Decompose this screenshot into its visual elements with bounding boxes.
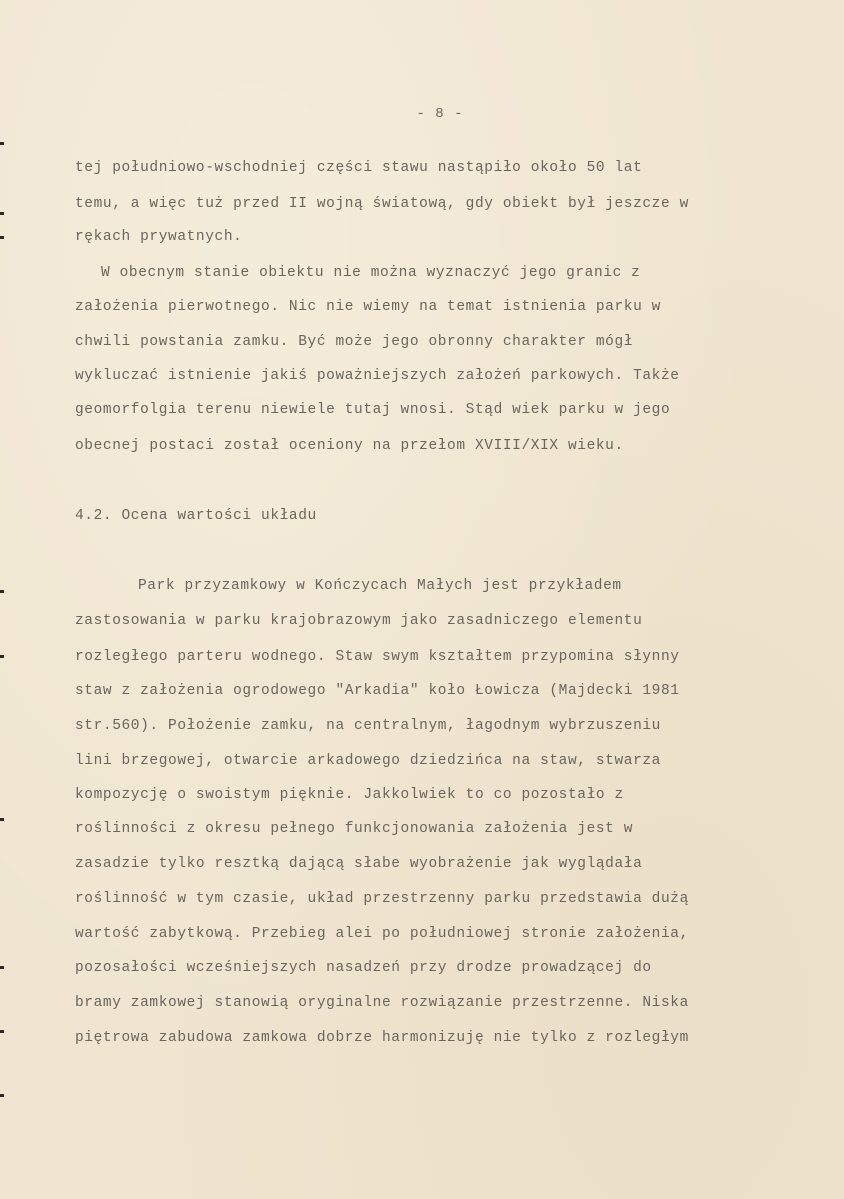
- text-line-content: rozległego parteru wodnego. Staw swym kształtem przypomina słynny: [75, 649, 680, 665]
- scan-edge-mark: [0, 1094, 4, 1097]
- text-line-content: Park przyzamkowy w Kończycach Małych jest przykładem: [138, 578, 622, 594]
- text-line: [75, 786, 771, 804]
- page-number: - 8 -: [416, 106, 464, 122]
- text-line: [75, 752, 771, 770]
- text-line-content: zasadzie tylko resztką dającą słabe wyobrażenie jak wyglądała: [75, 856, 643, 872]
- text-line: [75, 612, 771, 630]
- scan-edge-mark: [0, 142, 4, 145]
- text-line-content: rękach prywatnych.: [75, 229, 243, 245]
- text-line: [75, 1029, 771, 1047]
- text-line: [75, 682, 771, 700]
- text-line: [75, 333, 771, 351]
- text-line: [75, 401, 771, 419]
- text-line-content: chwili powstania zamku. Być może jego obronny charakter mógł: [75, 334, 634, 350]
- text-line: [75, 367, 771, 385]
- text-line: [138, 577, 784, 595]
- scan-edge-mark: [0, 1030, 4, 1033]
- text-line: [75, 717, 771, 735]
- scan-edge-mark: [0, 966, 4, 969]
- text-line: [75, 648, 771, 666]
- text-line: [75, 195, 771, 213]
- text-line: [75, 437, 771, 455]
- text-line: [75, 855, 771, 873]
- text-line: [75, 820, 771, 838]
- text-line: [75, 159, 771, 177]
- text-line-content: bramy zamkowej stanowią oryginalne rozwiązanie przestrzenne. Niska: [75, 995, 689, 1011]
- text-line-content: str.560). Położenie zamku, na centralnym, łagodnym wybrzuszeniu: [75, 718, 661, 734]
- text-line-content: roślinność w tym czasie, układ przestrzenny parku przedstawia dużą: [75, 891, 689, 907]
- text-line: [75, 890, 771, 908]
- text-line: [75, 959, 771, 977]
- text-line-content: wykluczać istnienie jakiś poważniejszych założeń parkowych. Także: [75, 368, 680, 384]
- text-line-content: tej południowo-wschodniej części stawu nastąpiło około 50 lat: [75, 160, 643, 176]
- scan-edge-mark: [0, 818, 4, 821]
- text-line-content: pozosałości wcześniejszych nasadzeń przy drodze prowadzącej do: [75, 960, 652, 976]
- text-line-content: kompozycję o swoistym pięknie. Jakkolwiek to co pozostało z: [75, 787, 624, 803]
- text-line: [101, 264, 711, 282]
- text-line-content: założenia pierwotnego. Nic nie wiemy na temat istnienia parku w: [75, 299, 661, 315]
- text-line-content: W obecnym stanie obiektu nie można wyznaczyć jego granic z: [101, 265, 641, 281]
- text-line-content: wartość zabytkową. Przebieg alei po południowej stronie założenia,: [75, 926, 689, 942]
- text-line: [75, 925, 771, 943]
- section-heading: 4.2. Ocena wartości układu: [75, 508, 317, 524]
- text-line: [75, 298, 771, 316]
- text-line-content: zastosowania w parku krajobrazowym jako zasadniczego elementu: [75, 613, 643, 629]
- text-line-content: staw z założenia ogrodowego "Arkadia" koło Łowicza (Majdecki 1981: [75, 683, 680, 699]
- scan-edge-mark: [0, 236, 4, 239]
- text-line-content: obecnej postaci został oceniony na przełom XVIII/XIX wieku.: [75, 438, 624, 454]
- text-line-content: geomorfolgia terenu niewiele tutaj wnosi. Stąd wiek parku w jego: [75, 402, 671, 418]
- text-line: [75, 228, 771, 246]
- text-line: [75, 994, 771, 1012]
- text-line-content: roślinności z okresu pełnego funkcjonowania założenia jest w: [75, 821, 634, 837]
- scan-edge-mark: [0, 655, 4, 658]
- text-line-content: piętrowa zabudowa zamkowa dobrze harmonizuję nie tylko z rozległym: [75, 1030, 689, 1046]
- scan-edge-mark: [0, 590, 4, 593]
- scan-edge-mark: [0, 212, 4, 215]
- text-line-content: temu, a więc tuż przed II wojną światową, gdy obiekt był jeszcze w: [75, 196, 689, 212]
- text-line-content: lini brzegowej, otwarcie arkadowego dziedzińca na staw, stwarza: [75, 753, 661, 769]
